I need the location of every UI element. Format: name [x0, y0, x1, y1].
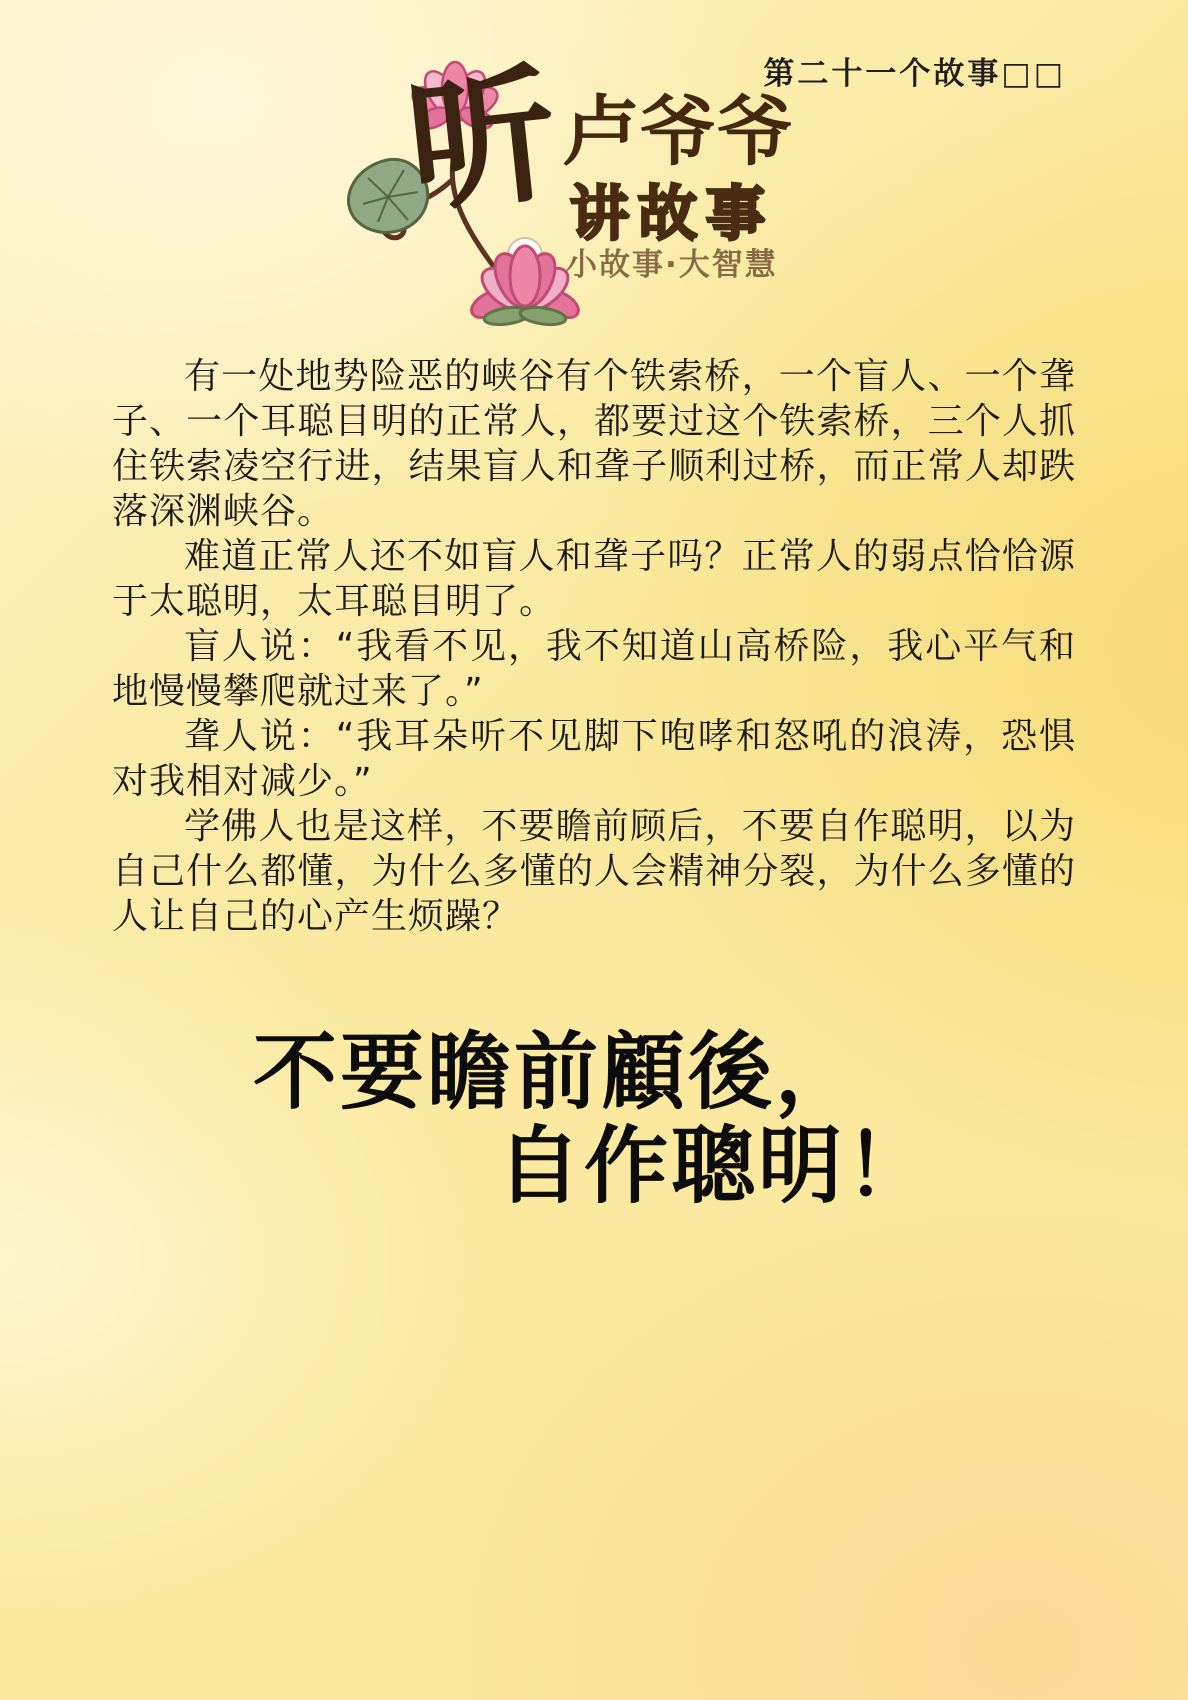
logo-tell-stories-text: 讲故事: [570, 179, 775, 248]
logo-listen-calligraphy: 听: [399, 45, 565, 235]
story-paragraph: 盲人说：“我看不见，我不知道山高桥险，我心平气和地慢慢攀爬就过来了。”: [112, 626, 1076, 712]
highlight-moral-line1: 不要瞻前顧後，: [253, 1023, 863, 1121]
story-body: [112, 354, 1076, 939]
story-paragraph: 学佛人也是这样，不要瞻前顾后，不要自作聪明，以为自己什么都懂，为什么多懂的人会精神分裂，为什么多懂的人让自己的心产生烦躁？: [112, 806, 1076, 937]
logo-grandpa-lu-text: 卢爷爷: [563, 87, 794, 176]
story-paragraph: 难道正常人还不如盲人和聋子吗？正常人的弱点恰恰源于太聪明，太耳聪目明了。: [112, 536, 1076, 622]
highlight-moral-line2: 自作聰明！: [497, 1117, 933, 1215]
story-number-label: 第二十一个故事□□: [763, 56, 1066, 92]
story-paragraph: 聋人说：“我耳朵听不见脚下咆哮和怒吼的浪涛，恐惧对我相对减少。”: [112, 716, 1076, 802]
story-paragraph: 有一处地势险恶的峡谷有个铁索桥，一个盲人、一个聋子、一个耳聪目明的正常人，都要过这个铁索桥，三个人抓住铁索凌空行进，结果盲人和聋子顺利过桥，而正常人却跌落深渊峡谷。: [112, 356, 1076, 532]
logo-tagline: 小故事·大智慧: [566, 247, 778, 283]
logo: [330, 45, 810, 327]
